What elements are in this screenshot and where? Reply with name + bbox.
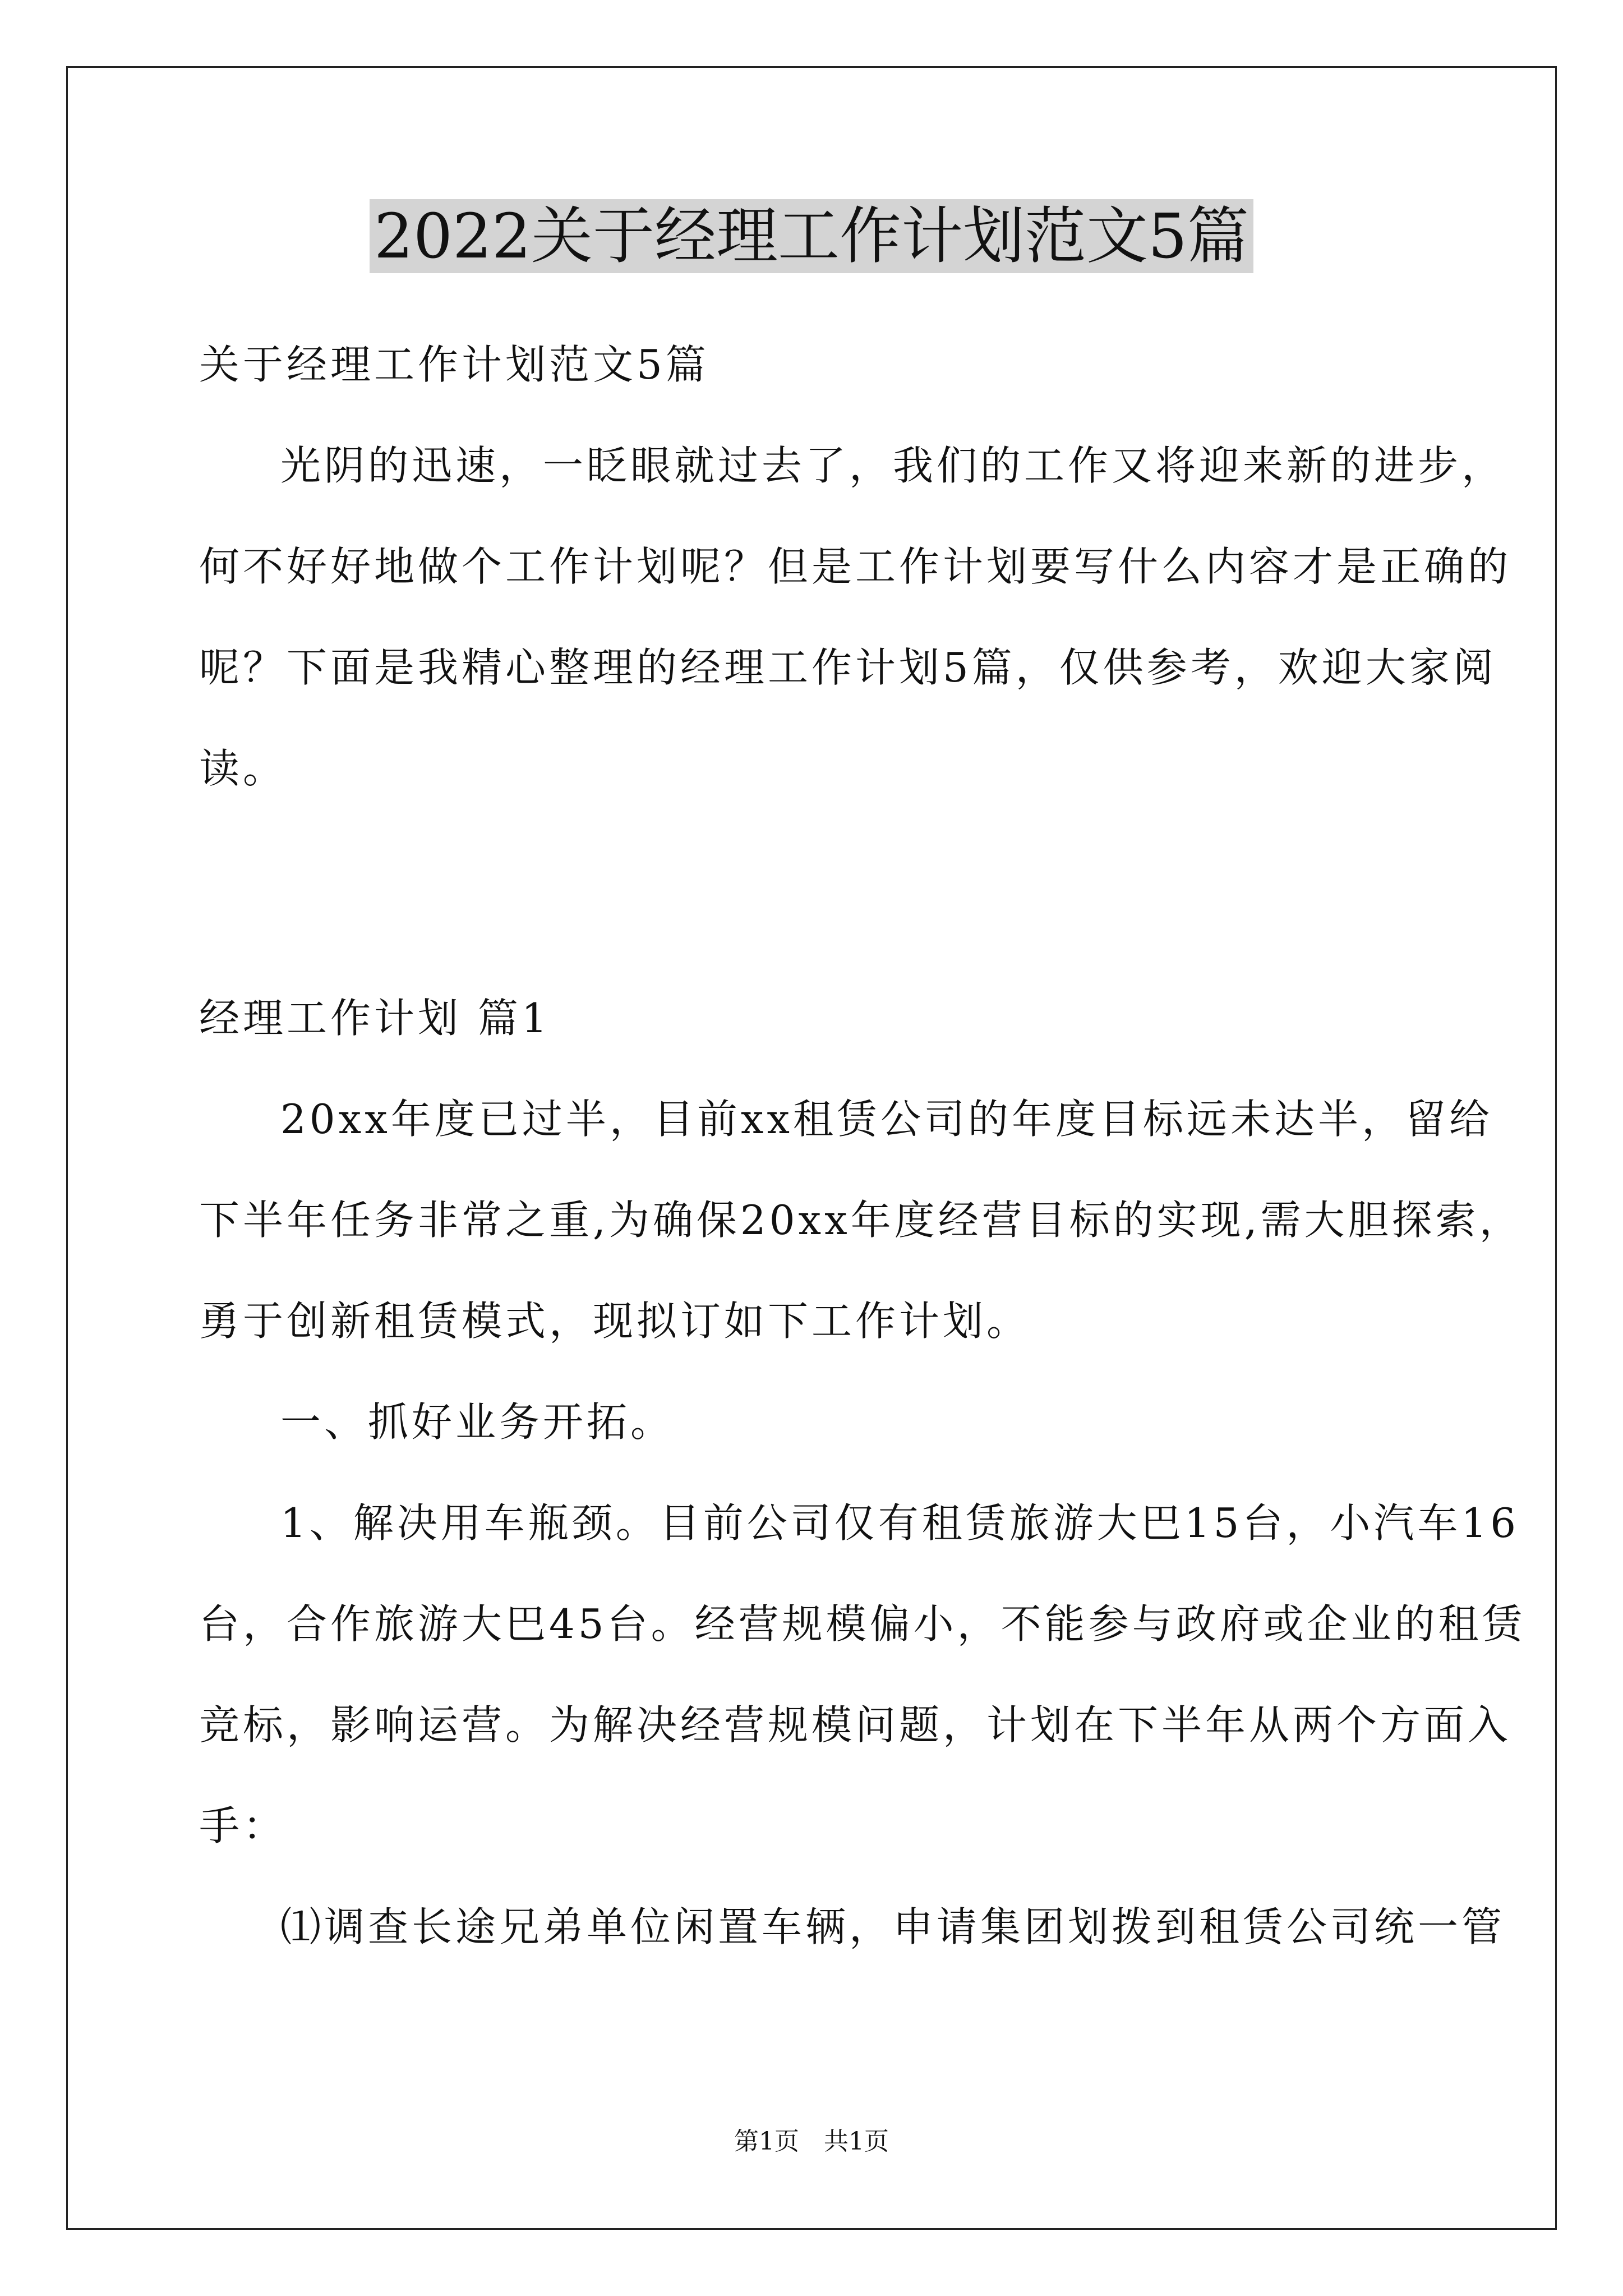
- intro-line-1: 光阴的迅速，一眨眼就过去了，我们的工作又将迎来新的进步，: [280, 442, 1506, 489]
- intro-line-3: 呢？下面是我精心整理的经理工作计划5篇，仅供参考，欢迎大家阅: [199, 644, 1497, 691]
- document-title: 2022关于经理工作计划范文5篇: [370, 199, 1253, 273]
- para2-line-3: 竞标，影响运营。为解决经营规模问题，计划在下半年从两个方面入: [199, 1701, 1512, 1749]
- title-container: [0, 199, 1623, 273]
- para1-line-3: 勇于创新租赁模式，现拟订如下工作计划。: [199, 1297, 1031, 1345]
- page-footer: 第1页 共1页: [734, 2127, 889, 2156]
- para2-line-1: 1、解决用车瓶颈。目前公司仅有租赁旅游大巴15台，小汽车16: [280, 1499, 1520, 1547]
- intro-line-4: 读。: [199, 745, 287, 792]
- intro-line-2: 何不好好地做个工作计划呢？但是工作计划要写什么内容才是正确的: [199, 543, 1512, 590]
- para1-line-2: 下半年任务非常之重,为确保20xx年度经营目标的实现,需大胆探索，: [199, 1197, 1523, 1244]
- para2-line-2: 台，合作旅游大巴45台。经营规模偏小，不能参与政府或企业的租赁: [199, 1600, 1526, 1648]
- para2-line-4: 手：: [199, 1802, 287, 1849]
- para3-line-1: ⑴调查长途兄弟单位闲置车辆，申请集团划拨到租赁公司统一管: [280, 1903, 1506, 1950]
- section-heading: 经理工作计划 篇1: [199, 995, 551, 1042]
- document-subtitle: 关于经理工作计划范文5篇: [199, 341, 709, 388]
- para1-line-1: 20xx年度已过半，目前xx租赁公司的年度目标远未达半，留给: [280, 1096, 1493, 1143]
- item-heading: 一、抓好业务开拓。: [280, 1398, 675, 1446]
